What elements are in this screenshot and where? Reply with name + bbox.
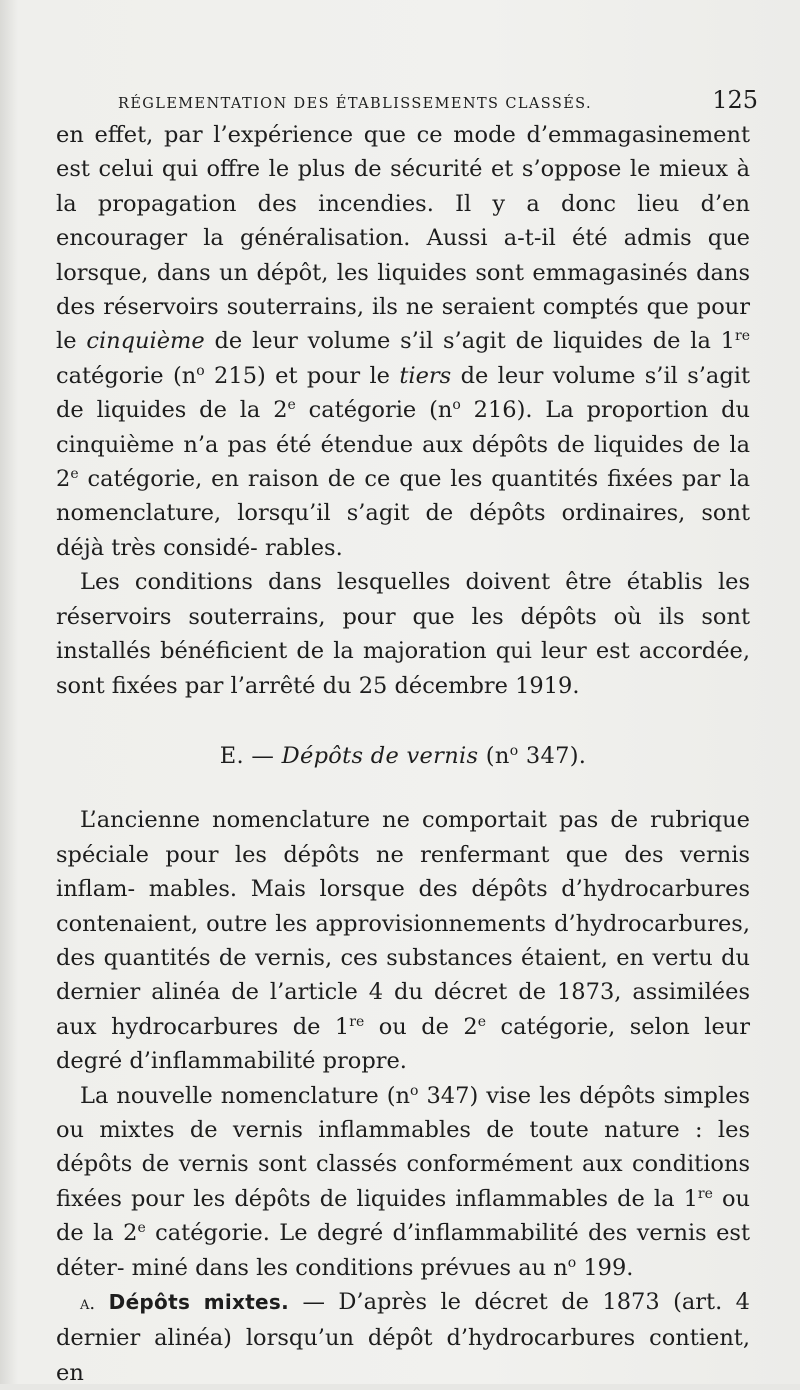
page-number: 125 <box>712 86 758 114</box>
subsection-heading: Dépôts mixtes. <box>95 1290 290 1314</box>
text-line: pas été étendue aux dépôts de liquides de la 2 <box>56 431 751 493</box>
text-line: outre les approvisionnements d’hydrocarbures, des quantités <box>56 910 750 971</box>
text-line: de vernis sont classés conformément aux conditions fixées <box>56 1151 750 1212</box>
paragraph <box>56 118 750 565</box>
superscript: re <box>735 328 750 345</box>
superscript: o <box>567 1254 577 1271</box>
superscript: o <box>452 397 461 414</box>
text-fragment: catégorie. Le degré d’inflammabilité des vernis est déter- <box>56 1220 751 1281</box>
text-line: spéciale pour les dépôts ne renfermant que des vernis inflam- <box>56 841 750 903</box>
text-line: de l’article 4 du décret de 1873, assimilées aux hydrocarbures <box>56 979 750 1040</box>
text-fragment: — D’après le décret de 1873 (art. 4 <box>289 1289 750 1315</box>
text-line: propagation des incendies. Il y a donc lieu d’en encourager <box>56 190 750 252</box>
text-fragment: (n <box>478 742 510 769</box>
text-line: de la 2 <box>199 397 288 424</box>
text-fragment: 215) et pour le <box>204 362 400 389</box>
text-line: en effet, par l’expérience que ce mode d’emmagasinement est <box>56 122 750 183</box>
text-line: celui qui offre le plus de sécurité et s’oppose le mieux à la <box>56 156 750 217</box>
text-line: raison de ce que les quantités fixées par la nomenclature, <box>56 466 750 527</box>
text-line: propre. <box>322 1048 407 1075</box>
superscript: re <box>349 1013 365 1030</box>
text-line: de vernis, ces substances étaient, en vertu du dernier alinéa <box>56 944 750 1006</box>
page-header <box>118 86 758 116</box>
text-fragment: ou de la <box>56 1185 750 1247</box>
emphasis: tiers <box>399 362 452 389</box>
text-line: La nouvelle nomenclature (n <box>80 1082 411 1109</box>
paragraph <box>56 1285 750 1390</box>
section-title: Dépôts de vernis <box>281 742 479 769</box>
text-line: Les conditions dans lesquelles doivent être établis les <box>80 569 750 596</box>
text-line: ou mixtes de vernis inflammables de toute nature : les dépôts <box>56 1116 750 1178</box>
text-fragment: catégorie (n <box>295 397 453 424</box>
paragraph <box>56 1079 750 1285</box>
text-line: L’ancienne nomenclature ne comportait pas de rubrique <box>80 807 750 834</box>
paragraph <box>56 565 750 703</box>
subsection-letter: a. <box>80 1293 96 1314</box>
section-heading <box>56 739 750 773</box>
text-line: de 1 <box>292 1013 350 1040</box>
superscript: e <box>477 1013 487 1030</box>
emphasis: cinquième <box>86 328 205 355</box>
text-fragment: 216). La proportion du cinquième n’a <box>56 397 751 458</box>
text-line: miné dans les conditions prévues au n <box>131 1254 568 1281</box>
superscript: e <box>287 397 296 414</box>
text-line: pour les dépôts de liquides inflammables de la 1 <box>130 1185 698 1212</box>
text-fragment: ou de 2 <box>364 1013 478 1040</box>
text-fragment: catégorie, selon leur degré d’inflammabilité <box>56 1013 751 1075</box>
superscript: o <box>509 742 519 759</box>
paragraph <box>56 803 750 1078</box>
text-line: bénéficient de la majoration qui leur est accordée, sont <box>56 638 750 699</box>
text-line: réservoirs souterrains, pour que les dépôts où ils sont installés <box>56 603 750 665</box>
superscript: e <box>137 1220 146 1237</box>
text-line: de leur volume s’il s’agit de liquides de la 1 <box>214 328 735 355</box>
superscript: o <box>196 362 205 379</box>
body-text <box>56 118 750 1390</box>
text-line: rables. <box>264 534 343 561</box>
text-fragment: de leur volume s’il s’agit de liquides <box>56 362 750 424</box>
superscript: re <box>697 1185 713 1202</box>
text-fragment: 347). <box>518 742 587 769</box>
text-line: dépôt, les liquides sont emmagasinés dans des réservoirs <box>56 259 750 321</box>
text-line: souterrains, ils ne seraient comptés que pour le <box>56 294 750 355</box>
superscript: o <box>410 1082 419 1099</box>
text-line: la généralisation. Aussi a-t-il été admis que lorsque, dans un <box>56 225 750 286</box>
text-line: lorsqu’il s’agit de dépôts ordinaires, sont déjà très considé- <box>56 500 750 561</box>
text-fragment: catégorie <box>56 362 164 389</box>
superscript: e <box>70 466 79 483</box>
text-line: mables. Mais lorsque des dépôts d’hydrocarbures contenaient, <box>56 876 751 937</box>
text-line: fixées par l’arrêté du 25 décembre 1919. <box>111 672 580 699</box>
running-title: RÉGLEMENTATION DES ÉTABLISSEMENTS CLASSÉS. <box>118 96 593 112</box>
text-fragment: catégorie, en <box>78 466 239 493</box>
section-letter: E. — <box>219 742 282 769</box>
text-line: 2 <box>123 1220 138 1247</box>
text-fragment: 199. <box>576 1254 634 1281</box>
text-line: (n <box>172 362 197 389</box>
text-line: dernier alinéa) lorsqu’un dépôt d’hydrocarbures contient, en <box>56 1325 750 1386</box>
text-fragment: 347) vise les dépôts simples <box>418 1082 751 1109</box>
